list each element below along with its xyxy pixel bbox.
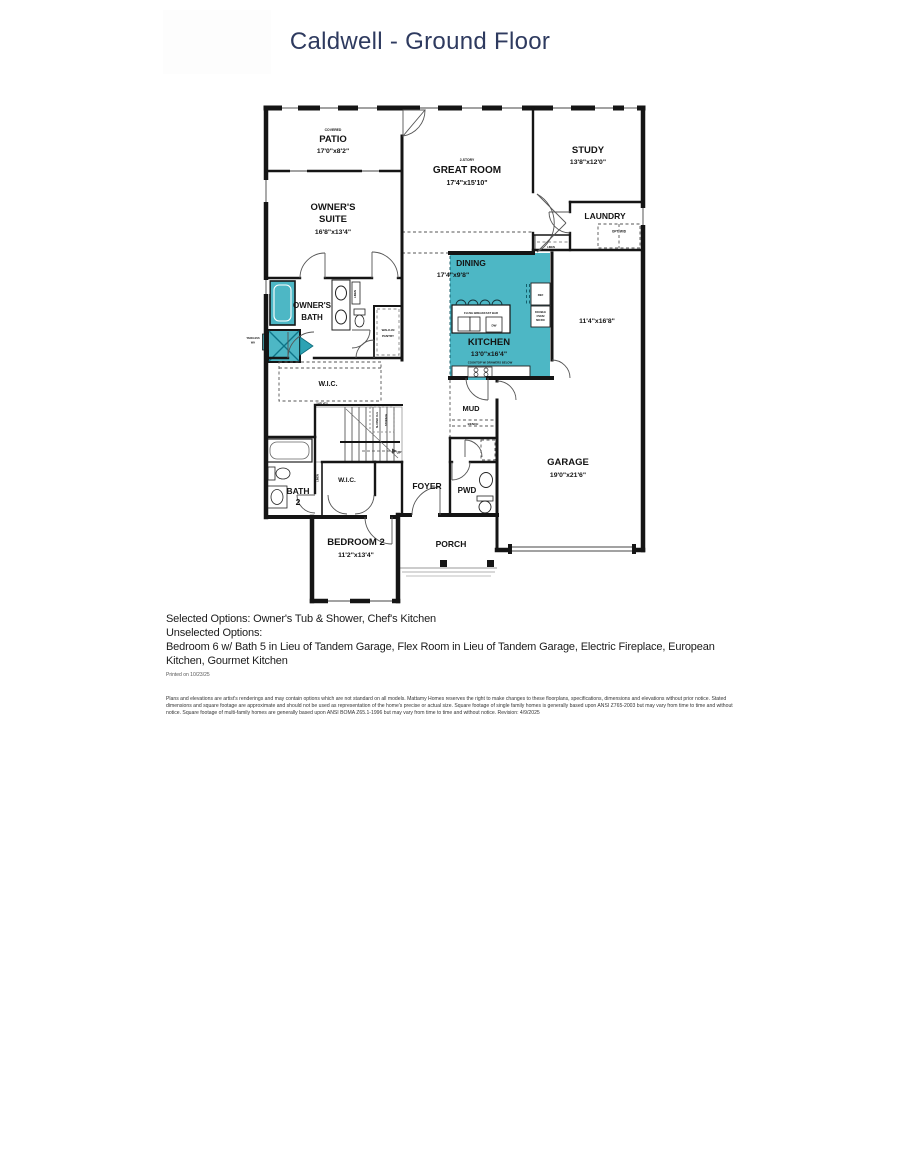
page-title: Caldwell - Ground Floor — [289, 28, 551, 55]
label-kitchen: KITCHEN — [467, 337, 511, 348]
label-linen-bath: LINEN — [354, 290, 357, 298]
label-owners-suite-dims: 16'8"x13'4" — [314, 229, 352, 236]
label-laundry: LAUNDRY — [584, 211, 626, 221]
label-porch: PORCH — [435, 539, 467, 549]
stairs — [315, 407, 402, 462]
label-opt-wd: OPT. W/D — [611, 229, 627, 234]
label-dining-dims: 17'4"x9'8" — [436, 272, 470, 279]
label-great-room-dims: 17'4"x15'10" — [446, 180, 488, 187]
label-bedroom2-dims: 11'2"x13'4" — [338, 552, 374, 559]
label-patio-prefix: COVERED — [324, 128, 342, 132]
label-garage-dims: 19'0"x21'6" — [549, 472, 587, 479]
label-tankless: TANKLESS — [246, 337, 260, 340]
unselected-options-body: Bedroom 6 w/ Bath 5 in Lieu of Tandem Garage, Flex Room in Lieu of Tandem Garage, Electric Fireplace, European Kitchen, Gourmet Kitchen — [166, 641, 715, 667]
label-study: STUDY — [571, 145, 605, 156]
printed-date: Printed on 10/23/25 — [166, 672, 210, 678]
floor-plan — [240, 95, 655, 605]
label-wic-bed2: W.I.C. — [338, 477, 356, 484]
label-great-room-prefix: 2-STORY — [459, 158, 475, 162]
label-walk-in: WALK-IN — [381, 328, 395, 332]
label-linen-hall: LINEN — [547, 246, 555, 249]
label-wic-owner: W.I.C. — [318, 381, 338, 388]
disclaimer-text: Plans and elevations are artist's renderings and may contain options which are not standard on all models. Mattamy Homes reserves the right to make changes to these floorplans, specifications, dimensions and elevations without prior notice. Stated dimensions and square footage are approximate and should not be used as representation of the home's precise or actual size. Square footage of single family homes is generally based upon ANSI Z765-2003 but may vary from time to time and without notice. Square footage of multi-family homes are generally based upon ANSI BOMA Z65.1-1996 but may vary from time to time and without notice. Revision: 4/9/2025 — [166, 696, 733, 717]
label-owners-suite-2: SUITE — [319, 214, 347, 225]
label-owners-suite-1: OWNER'S — [310, 202, 356, 213]
label-dining: DINING — [456, 258, 486, 268]
label-great-room: GREAT ROOM — [432, 165, 502, 176]
label-cooktop-note: COOKTOP W/ DRAWERS BELOW — [467, 360, 513, 365]
label-micro: MICRO — [536, 319, 545, 322]
label-linen-wic2: LINEN — [316, 474, 320, 482]
label-garage: GARAGE — [547, 457, 589, 468]
label-bath2-2: 2 — [295, 497, 301, 507]
label-patio-dims: 17'0"x8'2" — [316, 148, 350, 155]
label-pwd: PWD — [457, 486, 477, 495]
selected-options: Selected Options: Owner's Tub & Shower, Chef's Kitchen — [166, 613, 437, 625]
label-mud: MUD — [462, 404, 480, 413]
label-owners-bath-2: BATH — [301, 313, 323, 322]
label-ref: REF — [537, 293, 544, 297]
label-bedroom2: BEDROOM 2 — [327, 537, 385, 548]
label-foyer: FOYER — [412, 481, 442, 491]
label-shelves: SHELVES — [316, 402, 328, 406]
label-sloped-clg: SLOPED CLG — [376, 411, 379, 429]
label-kitchen-dims: 13'0"x16'4" — [470, 351, 508, 358]
label-bench: BENCH — [467, 422, 479, 426]
unselected-options-heading: Unselected Options: — [166, 627, 263, 639]
label-flex-dims: 11'4"x16'8" — [579, 318, 615, 325]
label-double: DOUBLE — [535, 311, 546, 314]
label-oven: OVEN/ — [536, 315, 545, 318]
label-wh: WH — [250, 341, 256, 345]
label-storage: STORAGE — [385, 413, 388, 427]
label-up: UP — [396, 450, 402, 455]
label-dw: DW — [491, 323, 497, 328]
label-breakfast-bar: FLUSH BREAKFAST BAR — [463, 311, 499, 315]
label-bath2-1: BATH — [286, 486, 310, 496]
label-owners-bath-1: OWNER'S — [293, 301, 331, 310]
label-pantry: PANTRY — [382, 334, 394, 338]
label-patio: PATIO — [319, 134, 347, 145]
label-study-dims: 13'8"x12'0" — [569, 159, 607, 166]
